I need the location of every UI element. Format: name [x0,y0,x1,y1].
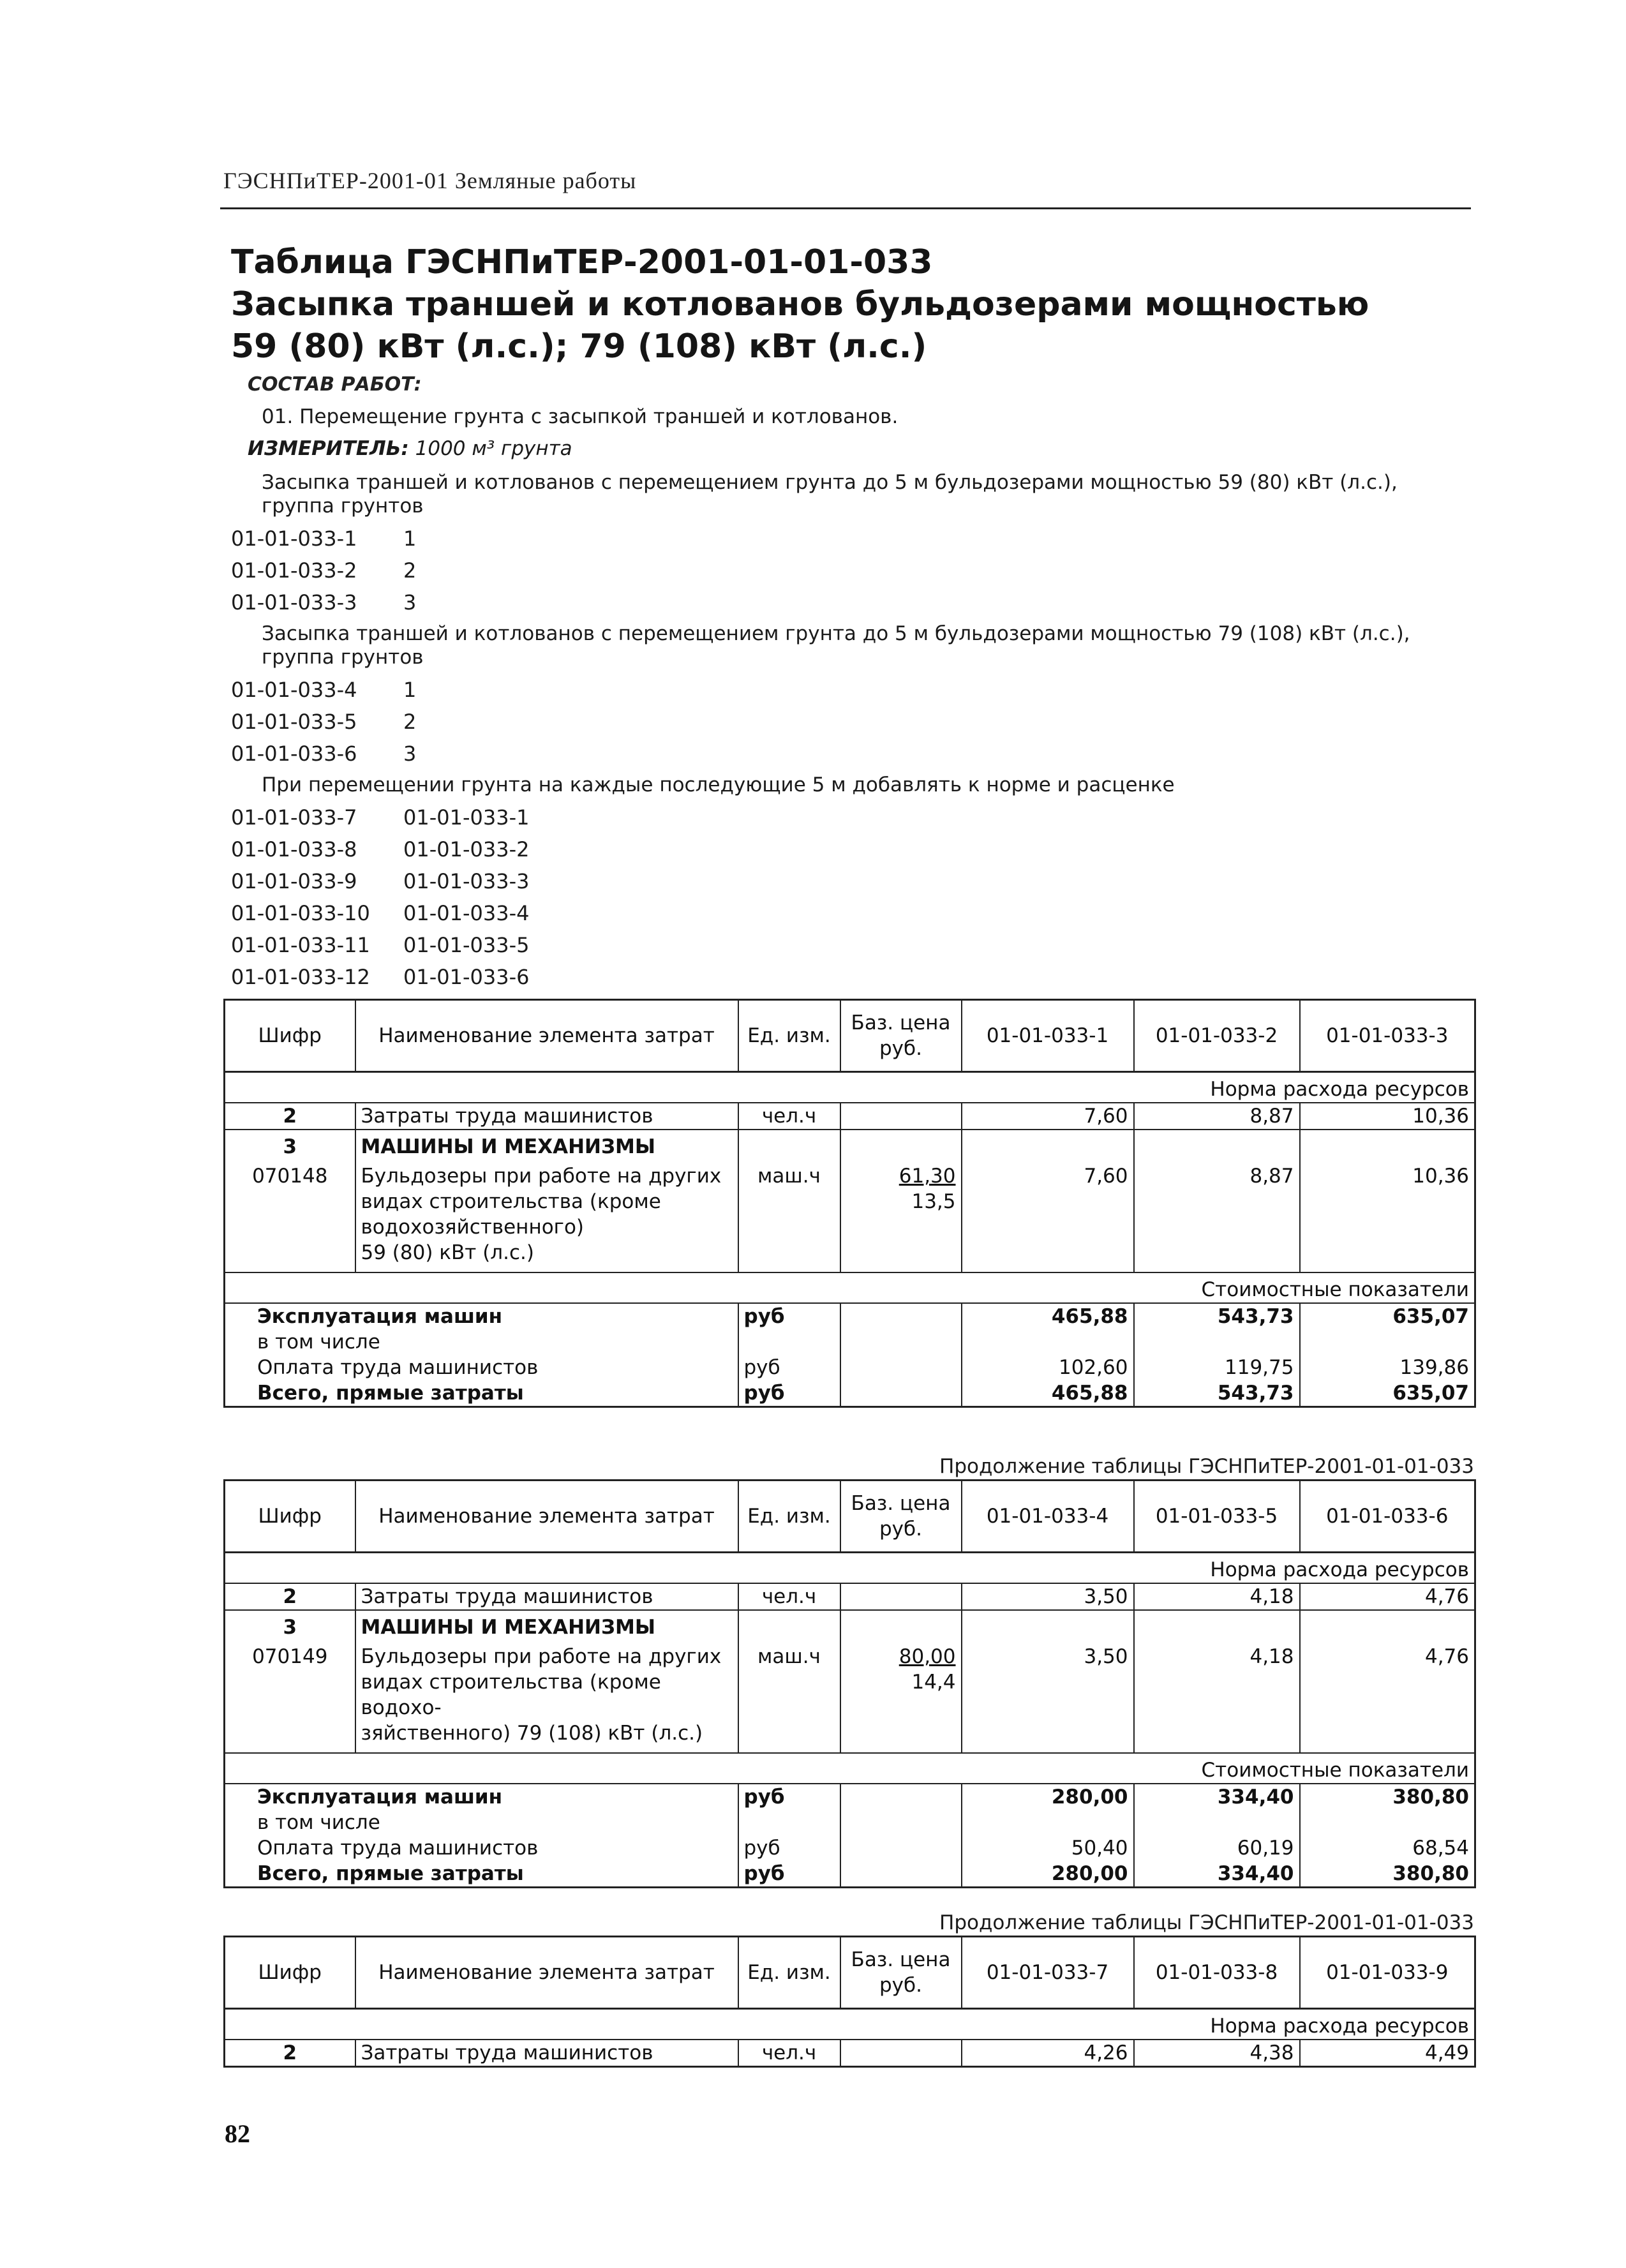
price-header-l2: руб. [879,1518,922,1541]
row-price [840,1130,962,1160]
table-row [225,1303,1475,1329]
row-value: 7,60 [962,1103,1134,1130]
row-unit [738,1610,840,1640]
table-row [225,1160,1475,1272]
col-header-unit: Ед. изм. [738,1000,840,1072]
meter-value: 1000 м³ грунта [415,437,572,460]
row-price [840,1640,962,1753]
row-name: Всего, прямые затраты [225,1861,738,1888]
running-head: ГЭСНПиТЕР-2001-01 Земляные работы [223,168,637,193]
table-row [225,1355,1475,1380]
table-row [225,1329,1475,1355]
composition-item: 01. Перемещение грунта с засыпкой траншей и котлованов. [262,405,899,428]
row-name: Эксплуатация машин [225,1303,738,1329]
row-code: 070149 [225,1640,355,1753]
resource-table-1 [223,999,1476,1408]
row-code: 3 [225,1130,355,1160]
table-row [225,1610,1475,1640]
soil-group: 2 [403,710,417,734]
base-rate-code: 01-01-033-4 [403,901,530,925]
machine-name-line: видах строительства (кроме [361,1190,661,1213]
row-price [840,1160,962,1272]
table-title-line2: Засыпка траншей и котлованов бульдозерами мощностью [231,285,1369,324]
row-name: МАШИНЫ И МЕХАНИЗМЫ [355,1130,738,1160]
col-header-rate: 01-01-033-6 [1300,1481,1475,1553]
resource-table-2 [223,1479,1476,1888]
meter-line [248,437,572,460]
row-value: 635,07 [1300,1380,1475,1407]
row-value: 380,80 [1300,1861,1475,1888]
price-header-l2: руб. [879,1037,922,1060]
row-unit: руб [738,1835,840,1861]
group2-desc: Засыпка траншей и котлованов с перемещением грунта до 5 м бульдозерами мощностью 79 (108) кВт (л.с.), [262,622,1410,645]
soil-group: 1 [403,678,417,702]
row-value: 3,50 [962,1640,1134,1753]
norm-subheader-row [225,2009,1475,2040]
table-title-line3: 59 (80) кВт (л.с.); 79 (108) кВт (л.с.) [231,327,927,366]
row-code: 2 [225,2040,355,2067]
row-value: 334,40 [1134,1784,1300,1810]
machine-name-line: водохозяйственного) [361,1216,585,1239]
col-header-rate: 01-01-033-3 [1300,1000,1475,1072]
row-code: 070148 [225,1160,355,1272]
col-header-cipher: Шифр [225,1000,355,1072]
table-row [225,1640,1475,1753]
col-header-rate: 01-01-033-8 [1134,1937,1300,2009]
row-price [840,1610,962,1640]
row-value: 543,73 [1134,1303,1300,1329]
machine-name-line: видах строительства (кроме водохо- [361,1671,661,1719]
row-unit: маш.ч [738,1640,840,1753]
rate-code: 01-01-033-3 [231,590,357,615]
cost-subheader-row [225,1272,1475,1303]
machine-name-line: 59 (80) кВт (л.с.) [361,1241,534,1264]
row-name: Оплата труда машинистов [225,1835,738,1861]
row-name: Затраты труда машинистов [355,1583,738,1610]
row-value: 7,60 [962,1160,1134,1272]
row-unit: чел.ч [738,1103,840,1130]
row-value: 4,18 [1134,1640,1300,1753]
meter-label: ИЗМЕРИТЕЛЬ: [248,437,409,460]
row-code: 3 [225,1610,355,1640]
row-name: Эксплуатация машин [225,1784,738,1810]
row-value: 10,36 [1300,1103,1475,1130]
row-price [840,1303,962,1329]
cost-subheader: Стоимостные показатели [225,1753,1475,1784]
row-price [840,1355,962,1380]
group1-desc-line2: группа грунтов [262,495,424,518]
row-value [962,1610,1134,1640]
row-value: 465,88 [962,1380,1134,1407]
rate-code: 01-01-033-10 [231,901,370,925]
rate-code: 01-01-033-12 [231,965,370,989]
price-total: 61,30 [899,1165,956,1188]
table-row [225,1103,1475,1130]
col-header-rate: 01-01-033-5 [1134,1481,1300,1553]
rate-code: 01-01-033-2 [231,558,357,583]
rate-code: 01-01-033-5 [231,710,357,734]
soil-group: 1 [403,526,417,551]
row-value [1300,1130,1475,1160]
col-header-name: Наименование элемента затрат [355,1937,738,2009]
table-title: Таблица ГЭСНПиТЕР-2001-01-01-033 [231,243,933,281]
rate-code: 01-01-033-8 [231,837,357,862]
col-header-name: Наименование элемента затрат [355,1481,738,1553]
machine-name-line: Бульдозеры при работе на других [361,1645,722,1668]
machine-name-line: Бульдозеры при работе на других [361,1165,722,1188]
col-header-rate: 01-01-033-7 [962,1937,1134,2009]
resource-table-3 [223,1936,1476,2068]
row-unit: руб [738,1355,840,1380]
row-value: 4,49 [1300,2040,1475,2067]
row-name: Всего, прямые затраты [225,1380,738,1407]
group2-desc-line2: группа грунтов [262,646,424,669]
price-total: 80,00 [899,1645,956,1668]
cost-subheader: Стоимостные показатели [225,1272,1475,1303]
row-name: в том числе [225,1329,738,1355]
row-value [962,1130,1134,1160]
base-rate-code: 01-01-033-2 [403,837,530,862]
table-row [225,1835,1475,1861]
soil-group: 2 [403,558,417,583]
price-header-l1: Баз. цена [851,1011,951,1034]
row-name [355,1640,738,1753]
rate-code: 01-01-033-11 [231,933,370,957]
row-price [840,1103,962,1130]
col-header-price [840,1937,962,2009]
row-value: 119,75 [1134,1355,1300,1380]
machine-name-line: зяйственного) 79 (108) кВт (л.с.) [361,1722,703,1745]
row-unit: маш.ч [738,1160,840,1272]
row-price [840,2040,962,2067]
row-value: 635,07 [1300,1303,1475,1329]
base-rate-code: 01-01-033-3 [403,869,530,893]
row-unit: чел.ч [738,2040,840,2067]
col-header-rate: 01-01-033-1 [962,1000,1134,1072]
header-rule [220,207,1471,209]
row-name: Затраты труда машинистов [355,2040,738,2067]
row-value: 3,50 [962,1583,1134,1610]
col-header-rate: 01-01-033-9 [1300,1937,1475,2009]
row-value: 68,54 [1300,1835,1475,1861]
row-value: 4,76 [1300,1640,1475,1753]
col-header-price [840,1481,962,1553]
row-value: 465,88 [962,1303,1134,1329]
row-price [840,1784,962,1810]
price-labor: 14,4 [911,1671,956,1694]
composition-label: СОСТАВ РАБОТ: [248,373,422,396]
row-value [1300,1610,1475,1640]
col-header-rate: 01-01-033-2 [1134,1000,1300,1072]
norm-subheader-row [225,1072,1475,1103]
col-header-name: Наименование элемента затрат [355,1000,738,1072]
row-price [840,1835,962,1861]
page-number: 82 [225,2119,250,2148]
col-header-rate: 01-01-033-4 [962,1481,1134,1553]
row-price [840,1861,962,1888]
norm-subheader-row [225,1553,1475,1584]
table-row [225,1380,1475,1407]
row-value: 102,60 [962,1355,1134,1380]
row-code: 2 [225,1103,355,1130]
row-value: 8,87 [1134,1160,1300,1272]
row-name: в том числе [225,1810,738,1835]
row-value: 4,18 [1134,1583,1300,1610]
base-rate-code: 01-01-033-5 [403,933,530,957]
table-header-row [225,1481,1475,1553]
col-header-cipher: Шифр [225,1481,355,1553]
row-value: 280,00 [962,1861,1134,1888]
row-unit [738,1130,840,1160]
col-header-cipher: Шифр [225,1937,355,2009]
row-value: 4,26 [962,2040,1134,2067]
row-unit: руб [738,1303,840,1329]
row-name: Оплата труда машинистов [225,1355,738,1380]
row-value: 543,73 [1134,1380,1300,1407]
soil-group: 3 [403,590,417,615]
table-row [225,1861,1475,1888]
row-value: 280,00 [962,1784,1134,1810]
row-value [1134,1610,1300,1640]
norm-subheader: Норма расхода ресурсов [225,2009,1475,2040]
group1-desc: Засыпка траншей и котлованов с перемещением грунта до 5 м бульдозерами мощностью 59 (80) кВт (л.с.), [262,471,1398,494]
row-name: МАШИНЫ И МЕХАНИЗМЫ [355,1610,738,1640]
table-row [225,1583,1475,1610]
base-rate-code: 01-01-033-1 [403,805,530,830]
row-value: 4,38 [1134,2040,1300,2067]
price-header-l1: Баз. цена [851,1492,951,1515]
price-labor: 13,5 [911,1190,956,1213]
row-value: 60,19 [1134,1835,1300,1861]
row-value: 4,76 [1300,1583,1475,1610]
rate-code: 01-01-033-9 [231,869,357,893]
row-value: 380,80 [1300,1784,1475,1810]
row-unit: чел.ч [738,1583,840,1610]
continuation-caption: Продолжение таблицы ГЭСНПиТЕР-2001-01-01-033 [939,1455,1474,1478]
table-header-row [225,1937,1475,2009]
row-price [840,1380,962,1407]
col-header-price [840,1000,962,1072]
row-unit: руб [738,1784,840,1810]
row-code: 2 [225,1583,355,1610]
row-value: 10,36 [1300,1160,1475,1272]
rate-code: 01-01-033-1 [231,526,357,551]
cost-subheader-row [225,1753,1475,1784]
row-value: 334,40 [1134,1861,1300,1888]
row-value: 8,87 [1134,1103,1300,1130]
table-row [225,2040,1475,2067]
table-header-row [225,1000,1475,1072]
row-unit: руб [738,1861,840,1888]
table-row [225,1784,1475,1810]
soil-group: 3 [403,742,417,766]
table-row [225,1130,1475,1160]
row-price [840,1583,962,1610]
row-value [1134,1130,1300,1160]
row-name: Затраты труда машинистов [355,1103,738,1130]
norm-subheader: Норма расхода ресурсов [225,1072,1475,1103]
group3-desc: При перемещении грунта на каждые последующие 5 м добавлять к норме и расценке [262,773,1175,796]
rate-code: 01-01-033-7 [231,805,357,830]
row-value: 50,40 [962,1835,1134,1861]
row-name [355,1160,738,1272]
price-header-l2: руб. [879,1974,922,1997]
base-rate-code: 01-01-033-6 [403,965,530,989]
table-row [225,1810,1475,1835]
row-value: 139,86 [1300,1355,1475,1380]
col-header-unit: Ед. изм. [738,1937,840,2009]
rate-code: 01-01-033-4 [231,678,357,702]
price-header-l1: Баз. цена [851,1948,951,1971]
col-header-unit: Ед. изм. [738,1481,840,1553]
row-unit: руб [738,1380,840,1407]
norm-subheader: Норма расхода ресурсов [225,1553,1475,1584]
continuation-caption: Продолжение таблицы ГЭСНПиТЕР-2001-01-01-033 [939,1911,1474,1934]
rate-code: 01-01-033-6 [231,742,357,766]
